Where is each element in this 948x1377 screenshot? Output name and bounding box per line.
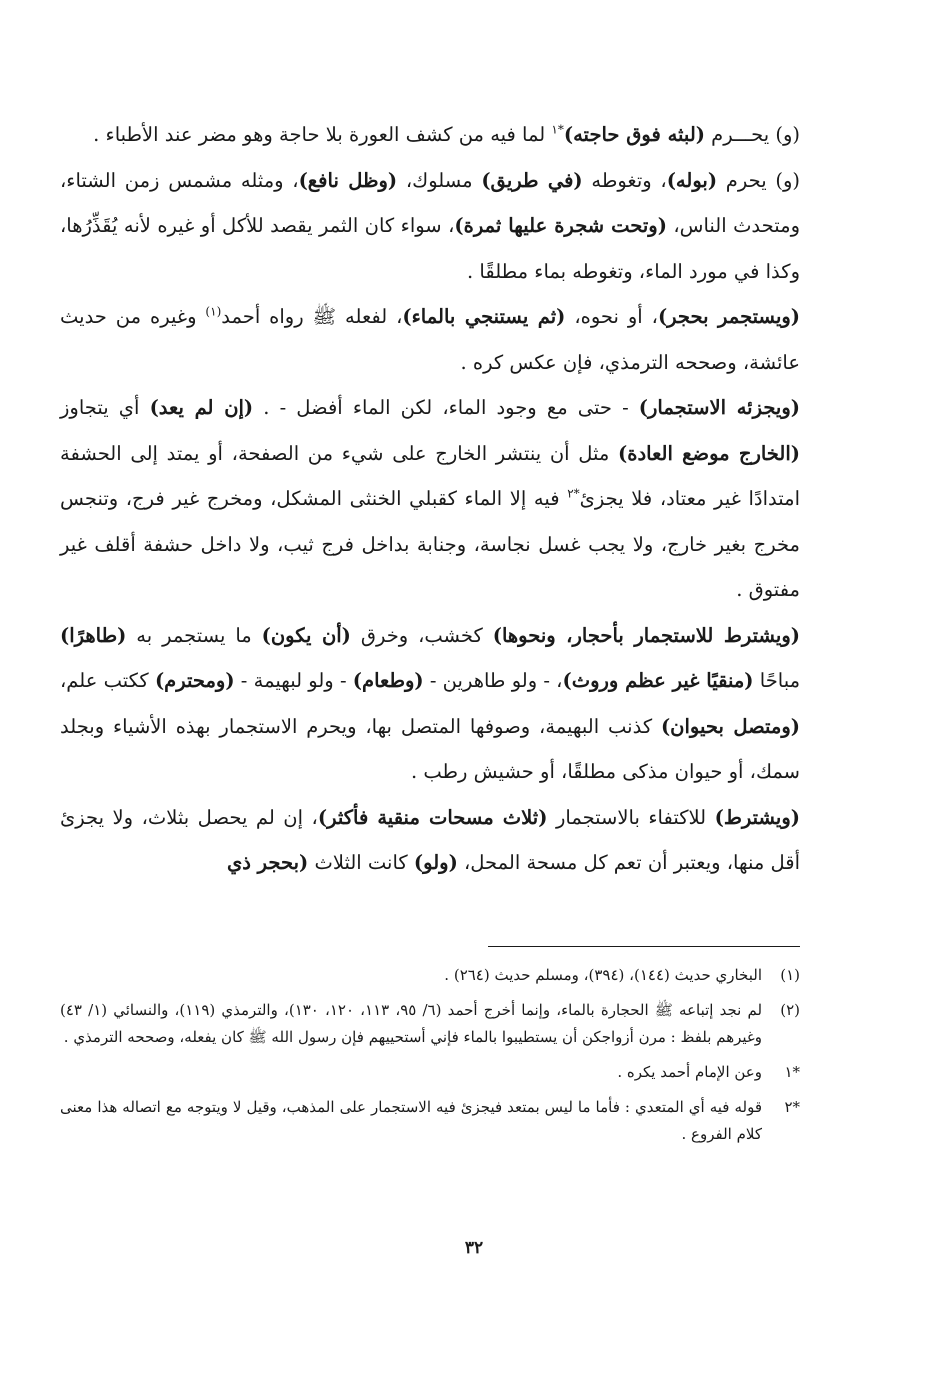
footnote-number: (١) [780, 966, 800, 984]
matn-text: (ثلاث مسحات منقية فأكثر) [317, 805, 548, 829]
sharh-text: ما يستجمر به [126, 623, 262, 647]
sharh-text: - ولو لبهيمة - [234, 669, 353, 692]
paragraph-2 [60, 158, 800, 295]
footnote-1 [60, 962, 800, 989]
sharh-text: للاكتفاء بالاستجمار [547, 805, 715, 829]
matn-text: (الخارج موضع العادة) [618, 441, 800, 465]
matn-text: (ولو) [413, 851, 458, 874]
sharh-text: ، - ولو طاهرين - [423, 669, 563, 692]
sharh-text: مسلوك، [397, 168, 482, 192]
sharh-text: ، سواء كان الثمر يقصد للأكل أو غيره لأنه يُقَذِّرُها، وكذا في مورد الماء، وتغوطه بماء مطلقًا . [60, 214, 800, 283]
matn-text: (ثم يستنجي بالماء) [402, 305, 566, 328]
sharh-text: ، إن لم يحصل بثلاث، ولا يجزئ أقل منها، ويعتبر أن تعم كل مسحة المحل، [60, 805, 800, 874]
matn-text: (إن لم يعد) [149, 396, 254, 419]
footnote-star-2 [60, 1094, 800, 1148]
matn-text: (ويجزئه الاستجمار) [638, 396, 800, 419]
sharh-text: ، وتغوطه [582, 168, 667, 192]
body-text [60, 112, 800, 886]
footnote-reference: (١) [205, 304, 222, 319]
matn-text: (وطعام) [352, 669, 424, 692]
sharh-text: ، ومثله مشمس زمن الشتاء، ومتحدث الناس، [60, 168, 800, 237]
paragraph-3 [60, 294, 800, 385]
paragraph-6 [60, 795, 800, 886]
matn-text: (ويشترط) [714, 805, 800, 829]
matn-text: (ومحترم) [154, 669, 235, 692]
sharh-text: ، لفعله ﷺ رواه أحمد [221, 305, 403, 328]
matn-text: (ويشترط للاستجمار بأحجار، ونحوها) [492, 623, 801, 647]
sharh-text: لما فيه من كشف العورة بلا حاجة وهو مضر عند الأطباء . [93, 123, 552, 146]
sharh-text: كخشب، وخرق [350, 623, 493, 647]
sharh-text: (و) يحرم [717, 168, 800, 192]
footnote-number: (٢) [780, 1001, 800, 1019]
matn-text: (بوله) [666, 168, 718, 192]
footnote-2 [60, 997, 800, 1051]
sharh-text: ، أو نحوه، [565, 305, 658, 328]
paragraph-1 [60, 112, 800, 158]
matn-text: (طاهرًا) [60, 623, 127, 647]
paragraph-5 [60, 613, 800, 795]
paragraph-4 [60, 385, 800, 613]
footnote-number: *٢ [784, 1098, 800, 1116]
footnote-reference: *٢ [567, 486, 580, 501]
footnote-star-1 [60, 1059, 800, 1086]
footnote-divider [488, 946, 800, 947]
page-number: ٣٢ [464, 1238, 484, 1258]
sharh-text: كانت الثلاث [308, 851, 414, 874]
matn-text: (لبثه فوق حاجته) [563, 123, 705, 146]
matn-text: (منقيًا غير عظم وروث) [562, 669, 754, 692]
matn-text: (ومتصل بحيوان) [660, 714, 800, 738]
sharh-text: ككتب علم، [60, 669, 155, 692]
footnote-text: قوله فيه أي المتعدي : فأما ما ليس بمتعد فيجزئ فيه الاستجمار على المذهب، وقيل لا ويتوجه مع اتصاله هذا معنى كلام الفروع . [60, 1098, 762, 1143]
footnote-reference: *١ [551, 122, 564, 137]
footnote-text: لم نجد إتباعه ﷺ الحجارة بالماء، وإنما أخرج أحمد (٦/ ٩٥، ١١٣، ١٢٠، ١٣٠)، والترمذي (١١٩)، والنسائي (١/ ٤٣) وغيرهم بلفظ : مرن أزواجكن أن يستطيبوا بالماء فإني أستحييهم فإن رسول الله ﷺ كان يفعله، وصححه الترمذي . [60, 1001, 763, 1046]
matn-text: (وتحت شجرة عليها ثمرة) [454, 214, 667, 237]
sharh-text: أي يتجاوز [60, 396, 150, 419]
footnote-text: وعن الإمام أحمد يكره . [617, 1063, 762, 1081]
sharh-text: - حتى مع وجود الماء، لكن الماء أفضل - . [253, 396, 639, 419]
footnote-number: *١ [784, 1063, 800, 1081]
footnotes [60, 962, 800, 1156]
matn-text: (بحجر ذي [226, 851, 309, 874]
sharh-text: فيه إلا الماء كقبلي الخنثى المشكل، ومخرج غير فرج، وتنجس مخرج بغير خارج، ولا يجب غسل نجاسة، وجنابة بداخل فرج ثيب، ولا داخل حشفة أقلف غير مفتوق . [60, 487, 800, 601]
matn-text: (أن يكون) [261, 623, 351, 647]
matn-text: (في طريق) [481, 168, 583, 192]
sharh-text: مثل أن ينتشر الخارج على شيء من الصفحة، أو يمتد إلى الحشفة امتدادًا غير معتاد، فلا يجزئ [60, 441, 800, 510]
sharh-text: وغيره من حديث عائشة، وصححه الترمذي، فإن عكس كره . [60, 305, 800, 374]
sharh-text: كذنب البهيمة، وصوفها المتصل بها، ويحرم الاستجمار بهذه الأشياء وبجلد سمك، أو حيوان مذكى مطلقًا، أو حشيش رطب . [60, 714, 800, 783]
sharh-text: مباحًا [753, 669, 801, 692]
footnote-text: البخاري حديث (١٤٤)، (٣٩٤)، ومسلم حديث (٢٦٤) . [444, 966, 762, 984]
matn-text: (وظل نافع) [298, 168, 398, 192]
sharh-text: (و) يحـــرم [704, 123, 800, 146]
matn-text: (ويستجمر بحجر) [657, 305, 801, 328]
